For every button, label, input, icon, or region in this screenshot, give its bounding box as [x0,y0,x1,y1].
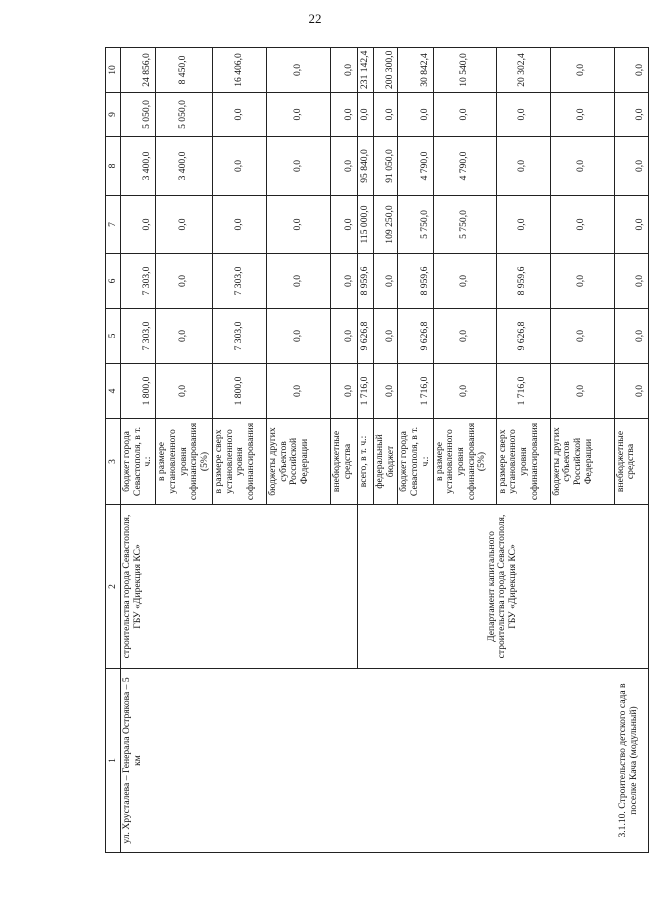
value-cell: 0,0 [330,137,357,196]
financing-table [105,47,649,853]
header-cell: 6 [106,254,121,309]
header-cell: 3 [106,419,121,505]
header-cell: 4 [106,364,121,419]
value-cell: 9 626,8 [398,309,433,364]
value-cell: 0,0 [614,254,648,309]
value-cell: 0,0 [266,309,330,364]
source-cell: бюджет города Севастополя, в т. ч.: [121,419,156,505]
value-cell: 5 050,0 [121,93,156,137]
value-cell: 1 716,0 [398,364,433,419]
source-cell: федеральный бюджет [373,419,397,505]
value-cell: 0,0 [433,364,496,419]
value-cell: 0,0 [614,48,648,93]
value-cell: 30 842,4 [398,48,433,93]
table-row [121,48,156,853]
object-cell: 3.1.10. Строительство детского сада в поселке Кача (модульный) [357,669,648,853]
value-cell: 0,0 [212,196,266,254]
value-cell: 10 540,0 [433,48,496,93]
value-cell: 0,0 [266,48,330,93]
value-cell: 0,0 [614,196,648,254]
value-cell: 0,0 [373,93,397,137]
value-cell: 0,0 [614,309,648,364]
value-cell: 115 000,0 [357,196,373,254]
source-cell: бюджет города Севастополя, в т. ч.: [398,419,433,505]
header-cell: 2 [106,505,121,669]
value-cell: 0,0 [373,309,397,364]
value-cell: 8 959,6 [398,254,433,309]
value-cell: 0,0 [266,254,330,309]
page-number: 22 [308,11,322,26]
executor-cell: Департамент капитального строительства города Севастополя, ГБУ «Дирекция КС» [357,505,648,669]
value-cell: 0,0 [433,93,496,137]
value-cell: 0,0 [330,309,357,364]
value-cell: 4 790,0 [398,137,433,196]
value-cell: 24 856,0 [121,48,156,93]
value-cell: 7 303,0 [212,309,266,364]
value-cell: 0,0 [550,254,614,309]
value-cell: 0,0 [550,364,614,419]
value-cell: 0,0 [550,137,614,196]
source-cell: бюджеты других субъектов Российской Федерации [550,419,614,505]
value-cell: 0,0 [496,196,550,254]
value-cell: 5 050,0 [156,93,213,137]
value-cell: 0,0 [330,48,357,93]
value-cell: 0,0 [156,196,213,254]
value-cell: 8 959,6 [357,254,373,309]
value-cell: 1 800,0 [121,364,156,419]
value-cell: 8 959,6 [496,254,550,309]
source-cell: в размере сверх установленного уровня софинансирования [496,419,550,505]
value-cell: 7 303,0 [121,254,156,309]
value-cell: 0,0 [330,93,357,137]
table-row [357,48,373,853]
value-cell: 3 400,0 [156,137,213,196]
value-cell: 0,0 [614,364,648,419]
value-cell: 3 400,0 [121,137,156,196]
value-cell: 0,0 [614,137,648,196]
value-cell: 0,0 [614,93,648,137]
value-cell: 16 406,0 [212,48,266,93]
source-cell: в размере сверх установленного уровня софинансирования [212,419,266,505]
header-cell: 1 [106,669,121,853]
executor-cell: строительства города Севастополя, ГБУ «Дирекция КС» [121,505,358,669]
value-cell: 0,0 [121,196,156,254]
value-cell: 0,0 [550,309,614,364]
value-cell: 0,0 [373,254,397,309]
value-cell: 95 840,0 [357,137,373,196]
source-cell: всего, в т. ч.: [357,419,373,505]
value-cell: 7 303,0 [212,254,266,309]
value-cell: 0,0 [550,93,614,137]
header-cell: 10 [106,48,121,93]
value-cell: 0,0 [156,254,213,309]
value-cell: 9 626,8 [496,309,550,364]
value-cell: 0,0 [212,93,266,137]
source-cell: внебюджетные средства [330,419,357,505]
value-cell: 109 250,0 [373,196,397,254]
value-cell: 0,0 [266,93,330,137]
value-cell: 7 303,0 [121,309,156,364]
value-cell: 20 302,4 [496,48,550,93]
value-cell: 9 626,8 [357,309,373,364]
header-row [106,48,121,853]
value-cell: 0,0 [496,93,550,137]
value-cell: 0,0 [433,309,496,364]
value-cell: 0,0 [398,93,433,137]
object-cell: ул. Хрусталева – Генерала Острякова – 5 км [121,669,358,853]
value-cell: 0,0 [212,137,266,196]
value-cell: 5 750,0 [433,196,496,254]
header-cell: 7 [106,196,121,254]
value-cell: 1 800,0 [212,364,266,419]
header-cell: 5 [106,309,121,364]
value-cell: 0,0 [266,196,330,254]
rotated-table-area [105,48,645,853]
value-cell: 0,0 [330,254,357,309]
value-cell: 0,0 [550,48,614,93]
value-cell: 4 790,0 [433,137,496,196]
value-cell: 0,0 [433,254,496,309]
value-cell: 0,0 [330,196,357,254]
value-cell: 0,0 [496,137,550,196]
value-cell: 1 716,0 [357,364,373,419]
value-cell: 1 716,0 [496,364,550,419]
value-cell: 0,0 [156,364,213,419]
source-cell: в размере установленного уровня софинансирования (5%) [433,419,496,505]
value-cell: 91 050,0 [373,137,397,196]
value-cell: 0,0 [266,137,330,196]
value-cell: 231 142,4 [357,48,373,93]
value-cell: 8 450,0 [156,48,213,93]
source-cell: в размере установленного уровня софинансирования (5%) [156,419,213,505]
source-cell: бюджеты других субъектов Российской Федерации [266,419,330,505]
header-cell: 9 [106,93,121,137]
value-cell: 200 300,0 [373,48,397,93]
value-cell: 0,0 [156,309,213,364]
value-cell: 0,0 [330,364,357,419]
value-cell: 0,0 [373,364,397,419]
value-cell: 0,0 [357,93,373,137]
value-cell: 0,0 [266,364,330,419]
value-cell: 5 750,0 [398,196,433,254]
value-cell: 0,0 [550,196,614,254]
header-cell: 8 [106,137,121,196]
source-cell: внебюджетные средства [614,419,648,505]
